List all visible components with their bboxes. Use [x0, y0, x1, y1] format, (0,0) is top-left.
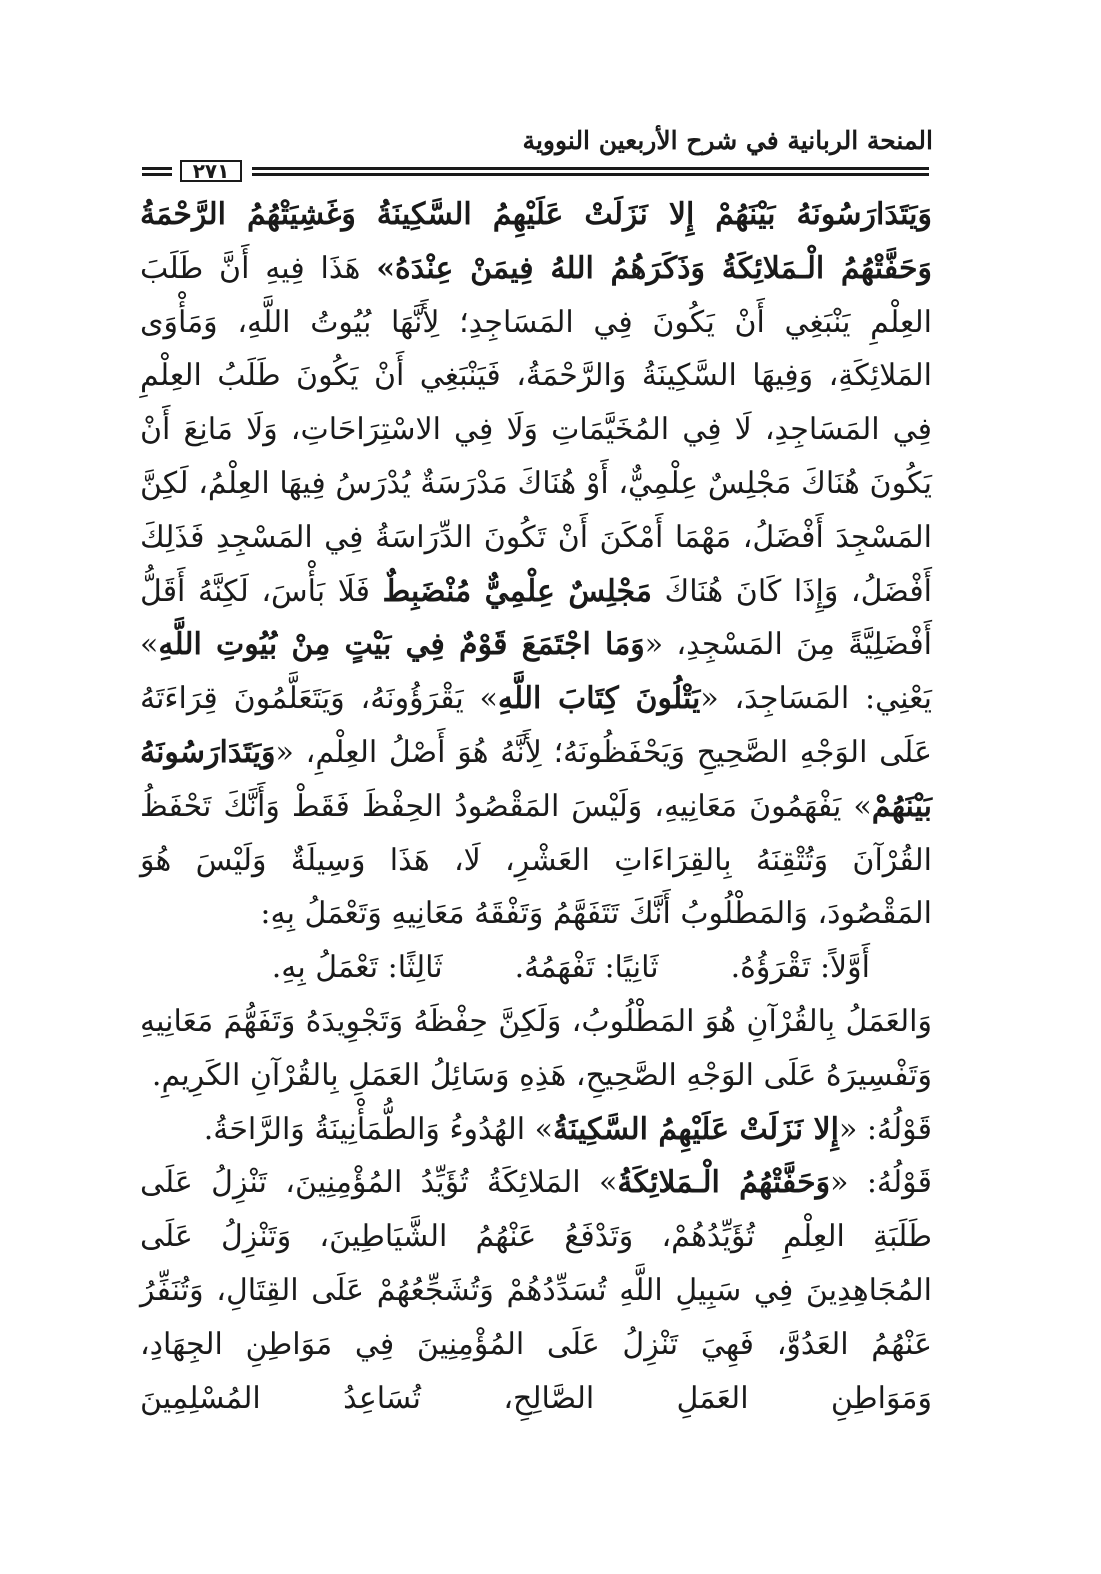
header-rule-left-upper: [142, 167, 172, 170]
commentary-text: » الهُدُوءُ وَالطُّمَأْنِينَةُ وَالرَّاحَةُ.: [203, 1111, 553, 1147]
commentary-text: » يَعْنِي: المَسَاجِدَ، «: [140, 627, 932, 717]
lead-text: قَوْلُهُ: «: [830, 1165, 932, 1201]
commentary-text: » يَفْهَمُونَ مَعَانِيهِ، وَلَيْسَ المَقْصُودُ الحِفْظَ فَقَطْ وَأَنَّكَ تَحْفَظُ القُرْآنَ وَتُتْقِنَهُ بِالقِرَاءَاتِ العَشْرِ، لَا، هَذَا وَسِيلَةٌ وَلَيْسَ هُوَ المَقْصُودَ، وَالمَطْلُوبُ أَنَّكَ تَتَفَهَّمُ وَتَفْقَهُ مَعَانِيهِ وَتَعْمَلُ بِهِ:: [140, 788, 932, 932]
paragraph-1: [140, 188, 932, 941]
running-header-title: المنحة الربانية في شرح الأربعين النووية: [522, 126, 933, 155]
commentary-text: » المَلائِكَةُ تُؤَيِّدُ المُؤْمِنِينَ، تَنْزِلُ عَلَى طَلَبَةِ العِلْمِ تُؤَيِّدُهُمْ، وَتَدْفَعُ عَنْهُمُ الشَّيَاطِينَ، وَتَنْزِلُ عَلَى المُجَاهِدِينَ فِي سَبِيلِ اللَّهِ تُسَدِّدُهُمْ وَتُشَجِّعُهُمْ عَلَى القِتَالِ، وَتُنَفِّرُ عَنْهُمُ العَدُوَّ، فَهِيَ تَنْزِلُ عَلَى المُؤْمِنِينَ فِي مَوَاطِنِ الجِهَادِ، وَمَوَاطِنِ العَمَلِ الصَّالِحِ، تُسَاعِدُ المُسْلِمِينَ: [140, 1165, 932, 1416]
hadith-quote: وَمَا اجْتَمَعَ قَوْمٌ فِي بَيْتٍ مِنْ بُيُوتِ اللَّهِ: [158, 627, 645, 663]
commentary-text: فَلَا بَأْسَ، لَكِنَّهُ أَقَلُّ أَفْضَلِيَّةً مِنَ المَسْجِدِ، «: [140, 573, 932, 663]
paragraph-3: [140, 1103, 932, 1157]
enum-item-third: ثَالِثًا: تَعْمَلُ بِهِ.: [271, 950, 443, 986]
header-rule: [142, 160, 929, 184]
hadith-quote: وَحَفَّتْهُمُ الْـمَلائِكَةُ: [617, 1165, 831, 1201]
header-rule-right-upper: [252, 167, 929, 170]
paragraph-2: وَالعَمَلُ بِالقُرْآنِ هُوَ المَطْلُوبُ، وَلَكِنَّ حِفْظَهُ وَتَجْوِيدَهُ وَتَفَهُّمَ مَعَانِيهِ وَتَفْسِيرَهُ عَلَى الوَجْهِ الصَّحِيحِ، هَذِهِ وَسَائِلُ العَمَلِ بِالقُرْآنِ الكَرِيمِ.: [140, 1003, 932, 1093]
paragraph-4: [140, 1156, 932, 1425]
lead-text: قَوْلُهُ: «: [838, 1111, 932, 1147]
hadith-quote: وَيَتَدَارَسُونَهُ بَيْنَهُمْ: [140, 734, 932, 824]
body-text: [140, 188, 932, 1425]
hadith-quote: وَيَتَدَارَسُونَهُ بَيْنَهُمْ إِلا نَزَلَتْ عَلَيْهِمُ السَّكِينَةُ وَغَشِيَتْهُمُ الرَّحْمَةُ وَحَفَّتْهُمُ الْـمَلائِكَةُ وَذَكَرَهُمُ اللهُ فِيمَنْ عِنْدَهُ»: [140, 197, 932, 286]
commentary-text: هَذَا فِيهِ أَنَّ طَلَبَ العِلْمِ يَنْبَغِي أَنْ يَكُونَ فِي المَسَاجِدِ؛ لِأَنَّهَا بُيُوتُ اللَّهِ، وَمَأْوَى المَلائِكَةِ، وَفِيهَا السَّكِينَةُ وَالرَّحْمَةُ، فَيَنْبَغِي أَنْ يَكُونَ طَلَبُ العِلْمِ فِي المَسَاجِدِ، لَا فِي المُخَيَّمَاتِ وَلَا فِي الاسْتِرَاحَاتِ، وَلَا مَانِعَ أَنْ يَكُونَ هُنَاكَ مَجْلِسٌ عِلْمِيٌّ، أَوْ هُنَاكَ مَدْرَسَةٌ يُدْرَسُ فِيهَا العِلْمُ، لَكِنَّ المَسْجِدَ أَفْضَلُ، مَهْمَا أَمْكَنَ أَنْ تَكُونَ الدِّرَاسَةُ فِي المَسْجِدِ فَذَلِكَ أَفْضَلُ، وَإِذَا كَانَ هُنَاكَ: [140, 250, 932, 609]
enum-item-second: ثَانِيًا: تَفْهَمُهُ.: [514, 950, 659, 986]
hadith-quote: يَتْلُونَ كِتَابَ اللَّهِ: [497, 681, 701, 717]
enum-item-first: أَوَّلاً: تَقْرَؤُهُ.: [730, 950, 870, 986]
page-number-box: ٢٧١: [180, 160, 242, 182]
commentary-text: » يَقْرَؤُونَهُ، وَيَتَعَلَّمُونَ قِرَاءَتَهُ عَلَى الوَجْهِ الصَّحِيحِ وَيَحْفَظُونَهُ؛ لِأَنَّهُ هُوَ أَصْلُ العِلْمِ، «: [140, 681, 932, 770]
hadith-quote: إِلا نَزَلَتْ عَلَيْهِمُ السَّكِينَةُ: [552, 1111, 839, 1147]
enumeration-row: [140, 941, 932, 995]
header-rule-right-lower: [252, 173, 929, 176]
header-rule-left-lower: [142, 173, 172, 176]
emphasis-text: مَجْلِسٌ عِلْمِيٌّ مُنْضَبِطٌ: [382, 573, 652, 609]
